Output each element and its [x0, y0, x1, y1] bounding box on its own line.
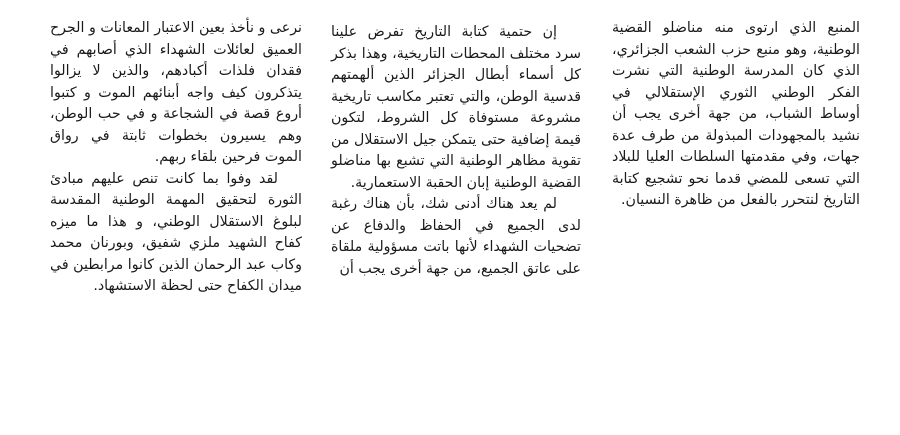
column-middle — [331, 22, 581, 280]
column-left — [50, 18, 302, 298]
paragraph: لقد وفوا بما كانت تنص عليهم مبادئ الثورة لتحقيق المهمة الوطنية المقدسة لبلوغ الاستقلال الوطني، و هذا ما ميزه كفاح الشهيد ملزي شفيق، وبورنان محمد وكاب عبد الرحمان الذين كانوا مرابطين في ميدان الكفاح حتى لحظة الاستشهاد. — [50, 170, 302, 294]
paragraph: إن حتمية كتابة التاريخ تفرض علينا سرد مختلف المحطات التاريخية، وهذا بذكر كل أسماء أبطال الجزائر الذين ألهمتهم قدسية الوطن، والتي تعتبر مكاسب تاريخية مشروعة مستوفاة كل الشروط، لتكون قيمة إضافية حتى يتمكن جيل الاستقلال من تقوية مظاهر الوطنية التي تشبع بها مناضلو القضية الوطنية إبان الحقبة الاستعمارية. — [331, 24, 581, 191]
paragraph: لم يعد هناك أدنى شك، بأن هناك رغبة لدى الجميع في الحفاظ والدفاع عن تضحيات الشهداء لأنها باتت مسؤولية ملقاة على عاتق الجميع، من جهة أخرى يجب أن — [331, 196, 581, 277]
column-right — [612, 18, 860, 212]
paragraph: المنبع الذي ارتوى منه مناضلو القضية الوطنية، وهو منبع حزب الشعب الجزائري، الذي كان المدرسة الوطنية التي نشرت الفكر الوطني الثوري الإستقلالي في أوساط الشباب، من جهة أخرى يجب أن نشيد بالمجهودات المبذولة من طرف عدة جهات، وفي مقدمتها السلطات العليا للبلاد التي تسعى للمضي قدما نحو تشجيع كتابة التاريخ لنتحرر بالفعل من ظاهرة النسيان. — [612, 20, 860, 208]
paragraph: نرعى و نأخذ بعين الاعتبار المعانات و الجرح العميق لعائلات الشهداء الذي أصابهم في فقدان فلذات أكبادهم، والذين لا يزالوا يتذكرون كيف واجه أبنائهم الموت و كتبوا أروع قصة في الشجاعة و في حب الوطن، وهم يسيرون بخطوات ثابتة في رواق الموت فرحين بلقاء ربهم. — [50, 20, 302, 165]
